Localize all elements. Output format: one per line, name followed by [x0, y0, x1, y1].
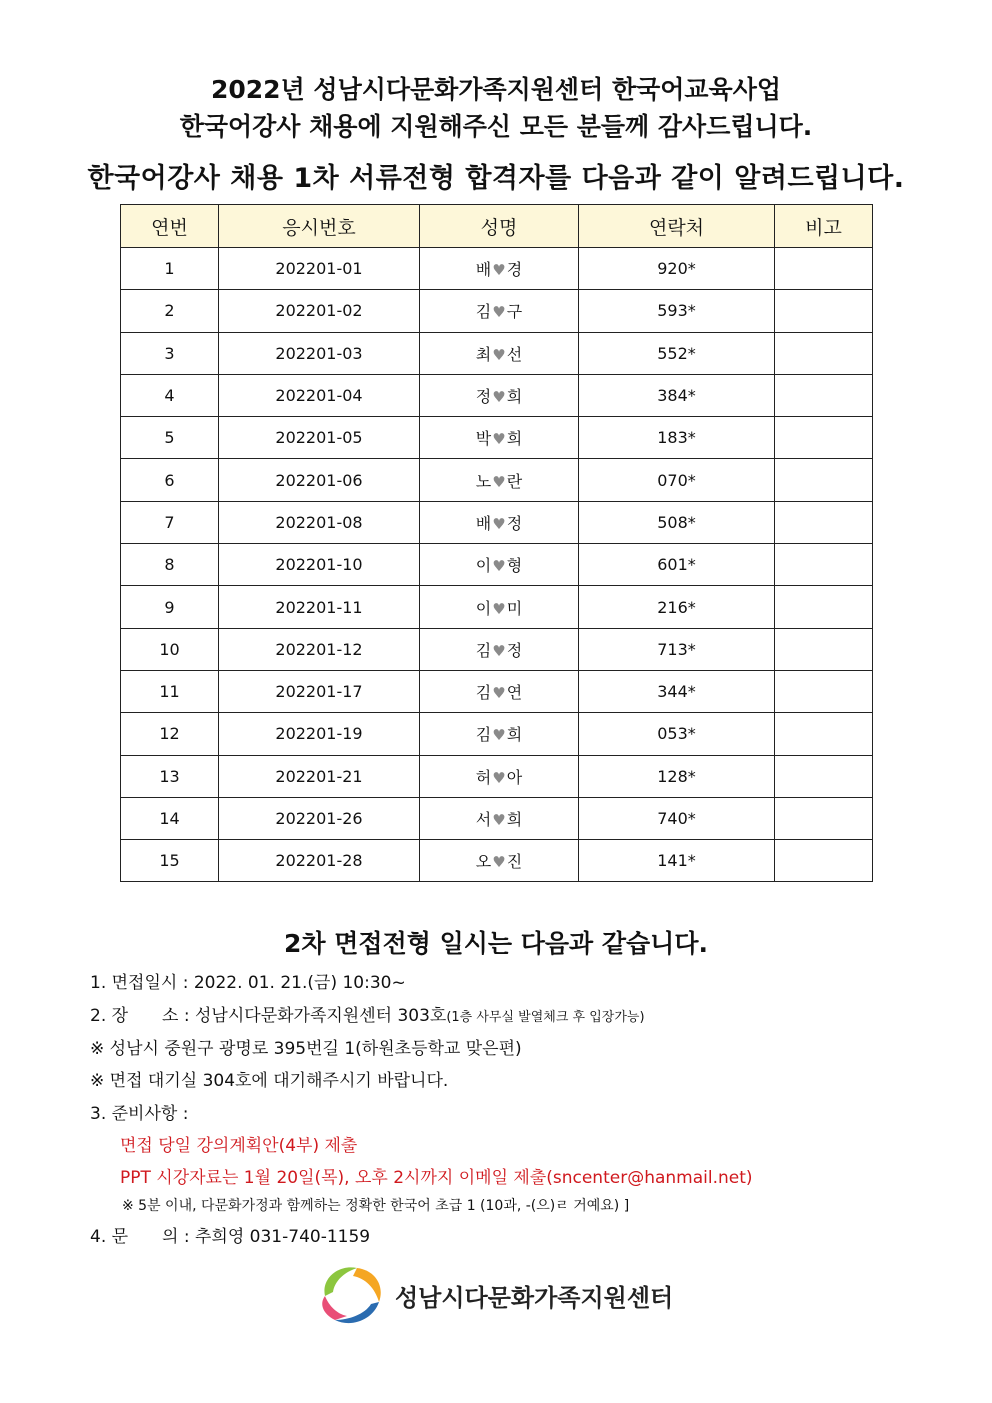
heart-mask-icon: ♥	[492, 853, 506, 872]
name-last-char: 정	[506, 513, 523, 533]
name-last-char: 경	[506, 260, 523, 280]
heart-mask-icon: ♥	[492, 599, 506, 618]
applicant-id-cell: 202201-04	[219, 374, 420, 416]
title-line-1: 2022년 성남시다문화가족지원센터 한국어교육사업	[211, 75, 781, 104]
phone-cell: 216*	[579, 586, 775, 628]
center-logo	[315, 1260, 695, 1330]
phone-cell: 344*	[579, 670, 775, 712]
name-last-char: 희	[506, 387, 523, 407]
interview-title: 2차 면접전형 일시는 다음과 같습니다.	[284, 929, 708, 958]
phone-cell: 070*	[579, 459, 775, 501]
row-number-cell: 15	[121, 840, 219, 882]
column-header: 응시번호	[219, 205, 420, 248]
phone-cell: 713*	[579, 628, 775, 670]
note-cell	[775, 586, 873, 628]
note-cell	[775, 797, 873, 839]
phone-cell: 552*	[579, 332, 775, 374]
applicant-name-cell	[420, 290, 579, 332]
name-first-char: 김	[475, 302, 492, 322]
prep-item-ppt: PPT 시강자료는 1월 20일(목), 오후 2시까지 이메일 제출(sncenter@hanmail.net)	[120, 1168, 753, 1188]
note-cell	[775, 755, 873, 797]
name-first-char: 이	[475, 598, 492, 618]
note-cell	[775, 670, 873, 712]
applicant-id-cell: 202201-10	[219, 544, 420, 586]
applicant-name-cell	[420, 797, 579, 839]
row-number-cell: 8	[121, 544, 219, 586]
heart-mask-icon: ♥	[492, 811, 506, 829]
phone-cell: 593*	[579, 290, 775, 332]
name-first-char: 김	[475, 683, 492, 703]
row-number-cell: 14	[121, 797, 219, 839]
phone-cell: 141*	[579, 840, 775, 882]
phone-cell: 384*	[579, 374, 775, 416]
applicant-id-cell: 202201-05	[219, 417, 420, 459]
phone-cell: 183*	[579, 417, 775, 459]
applicant-id-cell: 202201-11	[219, 586, 420, 628]
applicant-id-cell: 202201-06	[219, 459, 420, 501]
table-row	[121, 797, 873, 839]
table-row	[121, 755, 873, 797]
name-last-char: 형	[506, 556, 523, 576]
name-last-char: 희	[506, 725, 523, 745]
column-header: 비고	[775, 205, 873, 248]
table-row	[121, 670, 873, 712]
applicant-name-cell	[420, 459, 579, 501]
interview-date: 1. 면접일시 : 2022. 01. 21.(금) 10:30~	[90, 973, 406, 993]
contact-info: 4. 문 의 : 추희영 031-740-1159	[90, 1227, 371, 1247]
table-header-row	[121, 205, 873, 248]
title-line-3: 한국어강사 채용 1차 서류전형 합격자를 다음과 같이 알려드립니다.	[87, 163, 905, 194]
name-first-char: 정	[475, 387, 492, 407]
name-last-char: 연	[506, 683, 523, 703]
note-cell	[775, 628, 873, 670]
name-last-char: 선	[506, 344, 523, 364]
applicant-name-cell	[420, 544, 579, 586]
note-cell	[775, 713, 873, 755]
heart-mask-icon: ♥	[492, 388, 506, 407]
row-number-cell: 4	[121, 374, 219, 416]
table-row	[121, 417, 873, 459]
table-row	[121, 840, 873, 882]
name-last-char: 미	[506, 598, 523, 618]
table-row	[121, 544, 873, 586]
heart-mask-icon: ♥	[492, 345, 506, 364]
applicant-id-cell: 202201-21	[219, 755, 420, 797]
note-cell	[775, 332, 873, 374]
row-number-cell: 7	[121, 501, 219, 543]
heart-mask-icon: ♥	[492, 514, 506, 533]
heart-mask-icon: ♥	[492, 557, 506, 576]
prep-item-plan: 면접 당일 강의계획안(4부) 제출	[120, 1136, 358, 1156]
column-header: 성명	[420, 205, 579, 248]
table-row	[121, 248, 873, 290]
applicant-name-cell	[420, 374, 579, 416]
heart-mask-icon: ♥	[492, 641, 506, 660]
center-logo-icon	[315, 1260, 387, 1330]
applicant-name-cell	[420, 713, 579, 755]
phone-cell: 601*	[579, 544, 775, 586]
applicant-id-cell: 202201-02	[219, 290, 420, 332]
note-cell	[775, 459, 873, 501]
row-number-cell: 1	[121, 248, 219, 290]
applicant-name-cell	[420, 417, 579, 459]
applicant-name-cell	[420, 840, 579, 882]
heart-mask-icon: ♥	[492, 684, 506, 703]
row-number-cell: 13	[121, 755, 219, 797]
name-first-char: 이	[475, 556, 492, 576]
heart-mask-icon: ♥	[492, 768, 506, 787]
prep-item-note: ※ 5분 이내, 다문화가정과 함께하는 정확한 한국어 초급 1 (10과, -(으)ㄹ 거예요) ]	[122, 1198, 630, 1214]
phone-cell: 740*	[579, 797, 775, 839]
note-cell	[775, 248, 873, 290]
applicant-id-cell: 202201-12	[219, 628, 420, 670]
interview-location	[90, 1001, 645, 1026]
applicant-name-cell	[420, 755, 579, 797]
row-number-cell: 12	[121, 713, 219, 755]
table-row	[121, 713, 873, 755]
phone-cell: 920*	[579, 248, 775, 290]
phone-cell: 128*	[579, 755, 775, 797]
applicant-id-cell: 202201-03	[219, 332, 420, 374]
name-last-char: 아	[506, 767, 523, 787]
table-row	[121, 501, 873, 543]
row-number-cell: 2	[121, 290, 219, 332]
heart-mask-icon: ♥	[492, 261, 506, 280]
note-cell	[775, 544, 873, 586]
applicant-name-cell	[420, 248, 579, 290]
applicant-name-cell	[420, 628, 579, 670]
note-cell	[775, 290, 873, 332]
row-number-cell: 10	[121, 628, 219, 670]
interview-location-main: 2. 장 소 : 성남시다문화가족지원센터 303호	[90, 1006, 447, 1026]
name-last-char: 희	[506, 429, 523, 449]
table-row	[121, 628, 873, 670]
applicant-name-cell	[420, 332, 579, 374]
heart-mask-icon: ♥	[492, 430, 506, 449]
applicant-id-cell: 202201-01	[219, 248, 420, 290]
applicant-id-cell: 202201-26	[219, 797, 420, 839]
table-row	[121, 290, 873, 332]
note-cell	[775, 501, 873, 543]
interview-location-note: (1층 사무실 발열체크 후 입장가능)	[446, 1010, 645, 1025]
table-row	[121, 459, 873, 501]
heart-mask-icon: ♥	[492, 303, 506, 322]
center-logo-text: 성남시다문화가족지원센터	[395, 1284, 674, 1312]
row-number-cell: 9	[121, 586, 219, 628]
note-cell	[775, 417, 873, 459]
heart-mask-icon: ♥	[492, 726, 506, 745]
name-first-char: 김	[475, 640, 492, 660]
name-last-char: 희	[506, 810, 523, 829]
title-line-2: 한국어강사 채용에 지원해주신 모든 분들께 감사드립니다.	[179, 112, 813, 141]
name-first-char: 배	[475, 513, 492, 533]
note-cell	[775, 374, 873, 416]
name-first-char: 오	[475, 852, 492, 872]
name-first-char: 배	[475, 260, 492, 280]
row-number-cell: 5	[121, 417, 219, 459]
name-last-char: 구	[506, 302, 523, 322]
table-row	[121, 332, 873, 374]
applicant-id-cell: 202201-08	[219, 501, 420, 543]
name-first-char: 허	[475, 767, 492, 787]
name-last-char: 진	[506, 852, 523, 872]
phone-cell: 053*	[579, 713, 775, 755]
name-last-char: 정	[506, 640, 523, 660]
table-row	[121, 586, 873, 628]
row-number-cell: 3	[121, 332, 219, 374]
applicant-id-cell: 202201-19	[219, 713, 420, 755]
applicant-name-cell	[420, 670, 579, 712]
name-first-char: 노	[475, 471, 492, 491]
name-last-char: 란	[506, 471, 523, 491]
applicant-id-cell: 202201-28	[219, 840, 420, 882]
phone-cell: 508*	[579, 501, 775, 543]
interview-waiting-room: ※ 면접 대기실 304호에 대기해주시기 바랍니다.	[90, 1071, 449, 1091]
row-number-cell: 6	[121, 459, 219, 501]
prep-heading: 3. 준비사항 :	[90, 1104, 189, 1124]
row-number-cell: 11	[121, 670, 219, 712]
note-cell	[775, 840, 873, 882]
heart-mask-icon: ♥	[492, 472, 506, 491]
applicant-name-cell	[420, 501, 579, 543]
name-first-char: 박	[475, 429, 492, 449]
name-first-char: 최	[475, 344, 492, 364]
column-header: 연락처	[579, 205, 775, 248]
applicant-id-cell: 202201-17	[219, 670, 420, 712]
table-row	[121, 374, 873, 416]
column-header: 연번	[121, 205, 219, 248]
applicant-name-cell	[420, 586, 579, 628]
name-first-char: 김	[475, 725, 492, 745]
name-first-char: 서	[475, 810, 492, 829]
results-table	[120, 204, 873, 882]
interview-address: ※ 성남시 중원구 광명로 395번길 1(하원초등학교 맞은편)	[90, 1039, 522, 1059]
